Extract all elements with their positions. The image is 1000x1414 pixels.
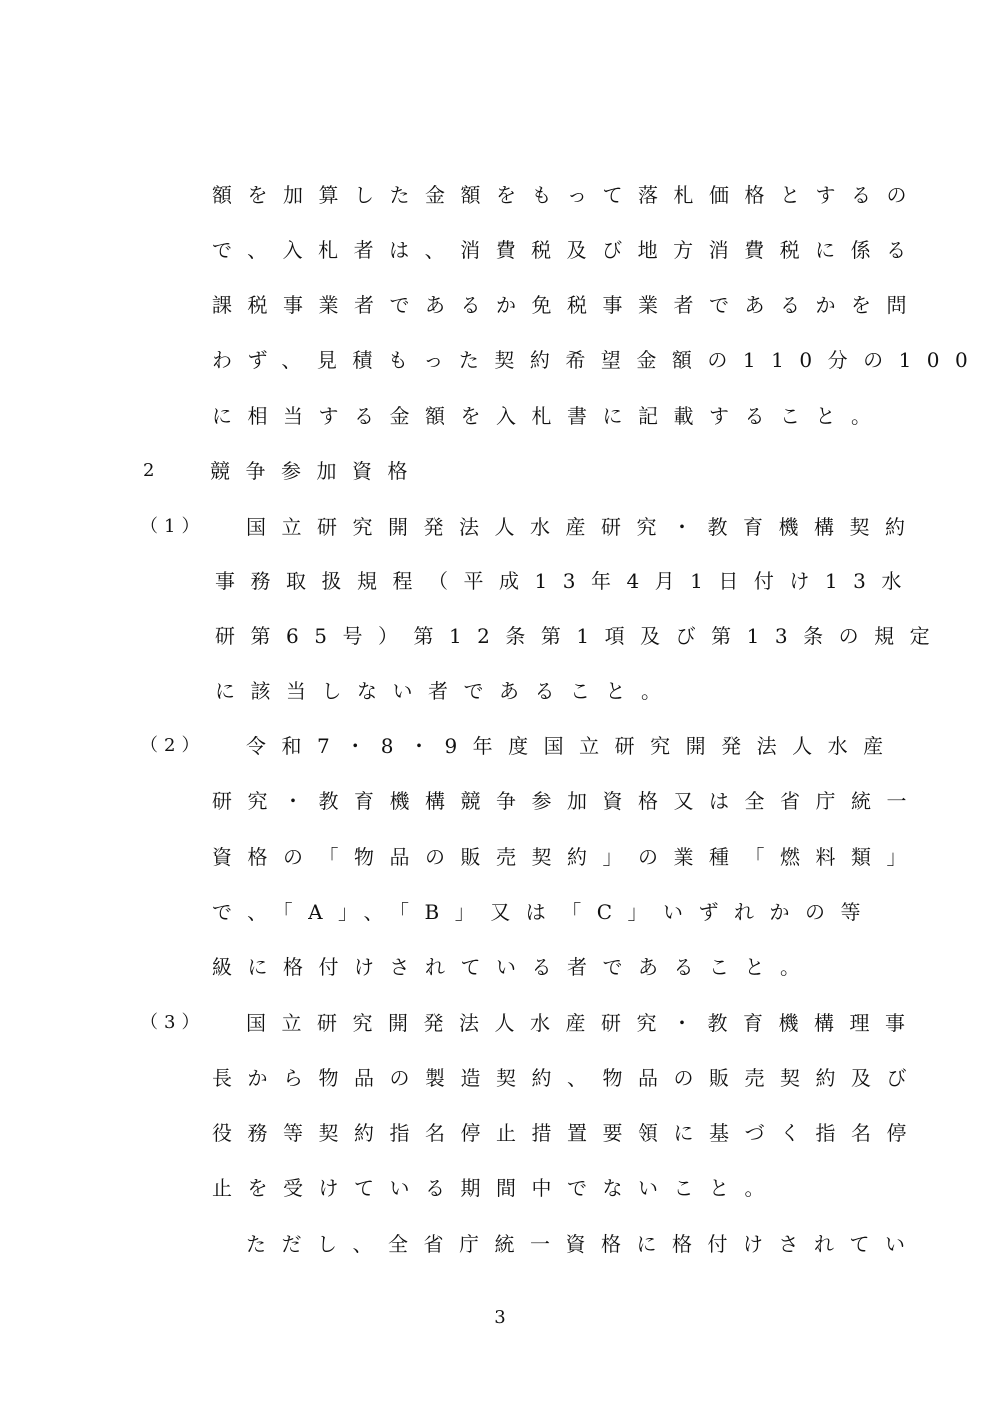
item-1-line-1: 国立研究開発法人水産研究・教育機構契約: [246, 515, 921, 539]
intro-line-2: で、入札者は、消費税及び地方消費税に係る: [212, 238, 922, 262]
item-marker-2: （2）: [140, 735, 206, 756]
item-3-line-3: 役務等契約指名停止措置要領に基づく指名停: [212, 1121, 922, 1145]
item-2-line-1: 令和7・8・9年度国立研究開発法人水産: [246, 734, 899, 758]
intro-line-4: わず、見積もった契約希望金額の110分の100: [212, 348, 984, 372]
item-3-line-4: 止を受けている期間中でないこと。: [212, 1176, 780, 1200]
intro-line-5: に相当する金額を入札書に記載すること。: [212, 404, 887, 428]
item-2-line-4: で、「A」、「B」又は「C」いずれかの等: [212, 900, 877, 924]
item-marker-1: （1）: [140, 516, 206, 537]
item-2-line-2: 研究・教育機構競争参加資格又は全省庁統一: [212, 789, 922, 813]
item-1-line-4: に該当しない者であること。: [215, 679, 677, 703]
item-2-line-3: 資格の「物品の販売契約」の業種「燃料類」: [212, 845, 922, 869]
section-title: 競争参加資格: [210, 459, 423, 483]
intro-line-1: 額を加算した金額をもって落札価格とするの: [212, 183, 922, 207]
item-3-line-5: ただし、全省庁統一資格に格付けされてい: [246, 1232, 921, 1256]
item-3-line-1: 国立研究開発法人水産研究・教育機構理事: [246, 1011, 921, 1035]
item-1-line-2: 事務取扱規程（平成13年4月1日付け13水: [215, 569, 917, 593]
section-number: 2: [143, 460, 161, 481]
item-marker-3: （3）: [140, 1012, 206, 1033]
intro-line-3: 課税事業者であるか免税事業者であるかを問: [212, 293, 922, 317]
item-1-line-3: 研第65号）第12条第1項及び第13条の規定: [215, 624, 946, 648]
page-number: 3: [494, 1307, 506, 1328]
item-2-line-5: 級に格付けされている者であること。: [212, 955, 816, 979]
item-3-line-2: 長から物品の製造契約、物品の販売契約及び: [212, 1066, 922, 1090]
